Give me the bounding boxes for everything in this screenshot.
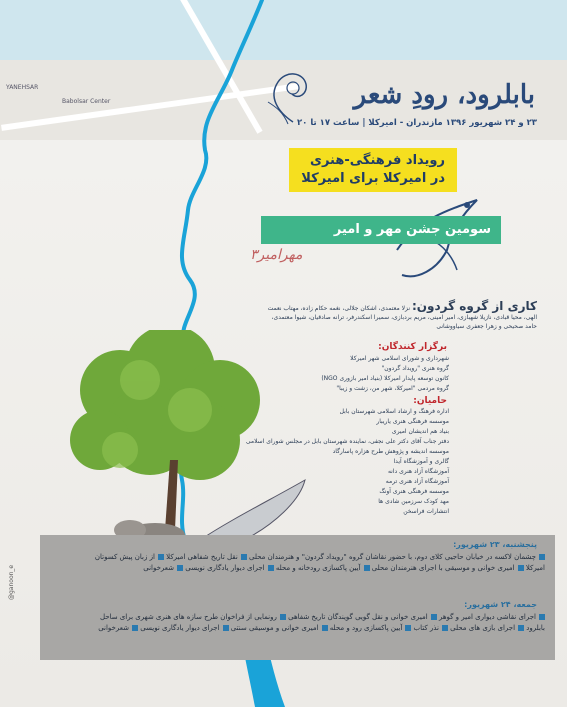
list-item: موسسه فرهنگی هنری آونگ — [379, 488, 449, 495]
bullet-icon — [442, 625, 448, 631]
tree-and-boat-illustration — [60, 330, 310, 560]
map-label: YANEHSAR — [6, 84, 39, 91]
bullet-icon — [158, 554, 164, 560]
list-item: آموزشگاه آزاد هنری دانه — [387, 468, 449, 475]
poster-title: بابلرود، رودِ شعر — [353, 80, 535, 110]
list-item: آموزشگاه آزاد هنری ترمه — [385, 478, 449, 485]
list-item: موسسه فرهنگی هنری یاریبار — [376, 418, 449, 425]
list-item: گروه مردمی "امیرکلا، شهر من، زشت و زیبا" — [336, 385, 449, 392]
bullet-icon — [518, 625, 524, 631]
bullet-icon — [539, 554, 545, 560]
bullet-icon — [431, 614, 437, 620]
event-dateline: ۲۳ و ۲۴ شهریور ۱۳۹۶ مازندران - امیرکلا | ساعت ۱۷ تا ۲۰ — [296, 118, 537, 128]
list-item: اجرای بازی های محلی — [450, 624, 516, 632]
list-item: نذر کتاب — [413, 624, 439, 632]
list-item: موسسه اندیشه و پژوهش طرح هزاره پاسارگاد — [332, 448, 449, 455]
day1-label: پنجشنبه، ۲۳ شهریور: — [453, 540, 537, 549]
group-members: نزلا معتمدی، اشکان جلالی، نغمه حکام زاده، مهتاب نعمت الهی، محیا قبادی، نازیلا شهبازی، امیر امینی، مریم بردبازی، سمیرا اسکندرفر، ترانه صادقیان، شیوا معتمدی، حامد صحیحی و زهرا جعفری سیاووشانی — [267, 305, 537, 330]
list-item: امیری خوانی و نقل گویی گویندگان تاریخ شفاهی — [288, 613, 428, 621]
bullet-icon — [241, 554, 247, 560]
map-label: Babolsar Center — [62, 98, 111, 105]
list-item: دفتر جناب آقای دکتر علی نجفی، نماینده شهرستان بابل در مجلس شورای اسلامی — [245, 438, 449, 445]
list-item: آیین پاکسازی رودخانه و محله — [275, 564, 361, 572]
list-item: امیری خوانی و موسیقی سنتی — [230, 624, 319, 632]
list-item: کانون توسعه پایدار امیرکلا (بنیاد امیر بازوری NGO) — [321, 375, 449, 382]
bullet-icon — [405, 625, 411, 631]
list-item: از زبان پیش کسوتان امیرکلا — [94, 553, 545, 572]
bullet-icon — [322, 625, 328, 631]
list-item: شهرداری و شورای اسلامی شهر امیرکلا — [350, 355, 449, 362]
bullet-icon — [518, 565, 524, 571]
list-item: رونمایی از فراخوان طرح سازه های هنری شهری برای ساحل بابلرود — [99, 613, 545, 632]
day2-events — [85, 612, 545, 634]
bullet-icon — [132, 625, 138, 631]
list-item: شعرخوانی — [98, 624, 129, 632]
sponsors-heading: حامیان: — [413, 396, 447, 406]
list-item: آیین پاکسازی رود و محله — [329, 624, 403, 632]
list-item: چشمان لاکسه در خیابان حاجیی کلای دوم، با حضور نقاشان گروه "رویداد گردون" و هنرمندان محلی — [249, 553, 536, 561]
list-item: اجرای دیوار یادگاری نویسی — [185, 564, 265, 572]
list-item: شعرخوانی — [143, 564, 175, 572]
list-item: اجرای نقاشی دیواری امیر و گوهر — [438, 613, 536, 621]
day2-label: جمعه، ۲۴ شهریور: — [464, 600, 537, 609]
banner-line-1: رویداد فرهنگی-هنری — [310, 153, 445, 168]
group-credits — [267, 299, 537, 331]
list-item: نقل تاریخ شفاهی امیرکلا — [166, 553, 238, 561]
list-item: امیری خوانی و موسیقی با اجرای هنرمندان محلی — [371, 564, 515, 572]
group-heading: کاری از گروه گردون: — [411, 299, 537, 313]
list-item: اجرای دیوار یادگاری نویسی — [140, 624, 220, 632]
list-item: مهد کودک سرزمین شادی ها — [378, 498, 449, 505]
bullet-icon — [280, 614, 286, 620]
list-item: گالری و آموزشگاه آیدا — [393, 458, 449, 465]
festival-logo-text: مهرامیر۳ — [250, 247, 303, 263]
sponsor-logos — [0, 663, 567, 707]
day1-events — [85, 552, 545, 574]
bullet-icon — [268, 565, 274, 571]
list-item: انتشارات فراسخن — [403, 508, 449, 515]
list-item: گروه هنری "رویداد گردون" — [381, 365, 449, 372]
list-item: اداره فرهنگ و ارشاد اسلامی شهرستان بابل — [339, 408, 449, 415]
festival-subtitle: سومین جشن مهر و امیر — [261, 216, 501, 244]
list-item: بنیاد هم اندیشان امیری — [391, 428, 449, 435]
organizers-heading: برگزار کنندگان: — [378, 342, 447, 352]
banner-line-2: در امیرکلا برای امیرکلا — [301, 171, 445, 186]
side-handle: @ganoon_e — [8, 564, 15, 600]
bullet-icon — [539, 614, 545, 620]
bullet-icon — [223, 625, 229, 631]
bullet-icon — [364, 565, 370, 571]
bullet-icon — [177, 565, 183, 571]
